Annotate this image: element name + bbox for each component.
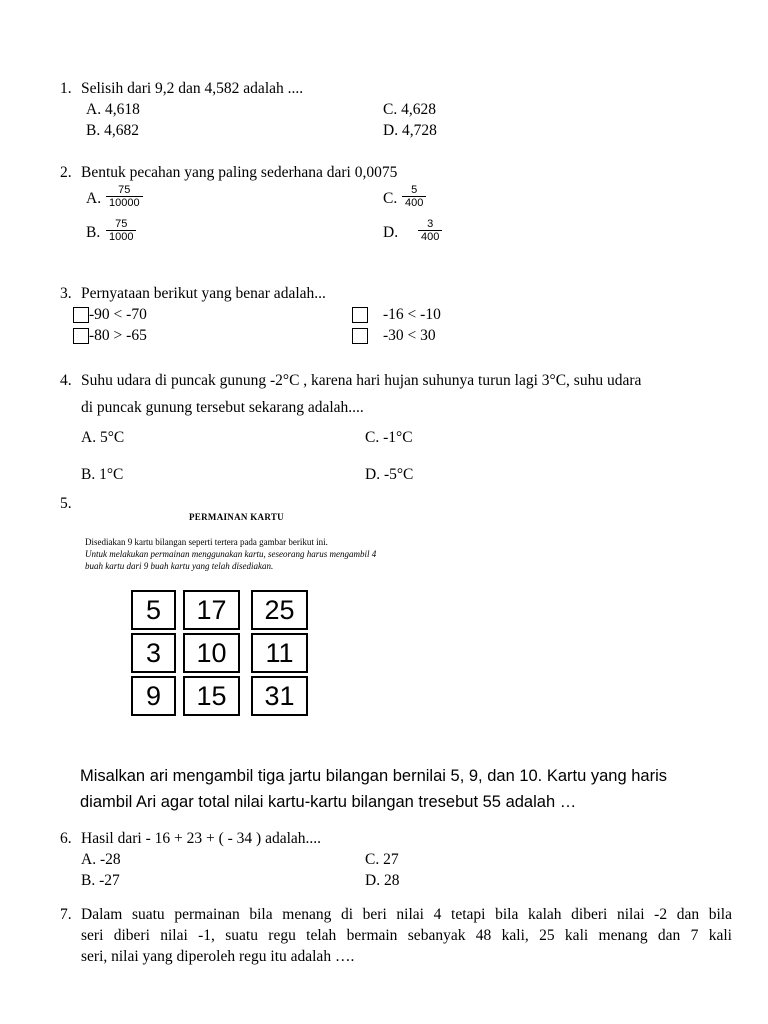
q3-checkbox-2[interactable] [73, 328, 89, 344]
card[interactable] [251, 676, 308, 716]
denominator: 1000 [106, 230, 136, 243]
q3-statement-2: -80 > -65 [89, 327, 147, 344]
card-value: 3 [145, 638, 162, 668]
q4-option-b[interactable]: B. 1°C [81, 466, 124, 483]
q7-number: 7. [60, 906, 72, 923]
q1-option-d[interactable]: D. 4,728 [383, 122, 437, 139]
figure-title: PERMAINAN KARTU [189, 512, 284, 522]
q7-text-line-1: Dalam suatu permainan bila menang di beri nilai 4 tetapi bila kalah diberi nilai -2 dan bila [81, 906, 732, 923]
q3-number: 3. [60, 285, 72, 302]
q2-option-d-label[interactable]: D. [383, 224, 399, 241]
card[interactable] [131, 676, 176, 716]
q3-statement-3: -16 < -10 [383, 306, 441, 323]
card-value: 15 [196, 681, 227, 711]
q2-option-c-fraction[interactable] [402, 184, 426, 209]
q1-number: 1. [60, 80, 72, 97]
q2-option-d-fraction[interactable] [418, 218, 442, 243]
q2-option-b-label[interactable]: B. [86, 224, 101, 241]
q4-text-line-2: di puncak gunung tersebut sekarang adalah.... [81, 399, 364, 416]
q6-option-a[interactable]: A. -28 [81, 851, 121, 868]
card-value: 9 [145, 681, 162, 711]
card-value: 5 [145, 595, 162, 625]
q3-statement-4: -30 < 30 [383, 327, 436, 344]
q7-text-line-3: seri, nilai yang diperoleh regu itu adalah …. [81, 948, 355, 965]
q4-option-a[interactable]: A. 5°C [81, 429, 125, 446]
card-value: 11 [265, 638, 294, 668]
q6-number: 6. [60, 830, 72, 847]
denominator: 400 [418, 230, 442, 243]
q4-option-d[interactable]: D. -5°C [365, 466, 414, 483]
q4-option-c[interactable]: C. -1°C [365, 429, 413, 446]
q3-checkbox-1[interactable] [73, 307, 89, 323]
q7-text-line-2: seri diberi nilai -1, suatu regu telah bermain sebanyak 48 kali, 25 kali menang dan 7 kali [81, 927, 732, 944]
numerator: 3 [427, 218, 434, 230]
figure-line-2: Untuk melakukan permainan menggunakan kartu, seseorang harus mengambil 4 [85, 549, 377, 559]
q1-option-c[interactable]: C. 4,628 [383, 101, 436, 118]
q1-text: Selisih dari 9,2 dan 4,582 adalah .... [81, 80, 304, 97]
q1-option-b[interactable]: B. 4,682 [86, 122, 139, 139]
q5-text-line-2: diambil Ari agar total nilai kartu-kartu bilangan tresebut 55 adalah … [80, 793, 577, 811]
figure-line-1: Disediakan 9 kartu bilangan seperti tertera pada gambar berikut ini. [85, 537, 328, 547]
q6-option-b[interactable]: B. -27 [81, 872, 120, 889]
q2-option-a-label[interactable]: A. [86, 190, 102, 207]
q6-option-d[interactable]: D. 28 [365, 872, 400, 889]
q3-checkbox-3[interactable] [352, 307, 368, 323]
card[interactable] [183, 590, 240, 630]
card[interactable] [251, 633, 308, 673]
q2-option-b-fraction[interactable] [106, 218, 136, 243]
q2-text: Bentuk pecahan yang paling sederhana dari 0,0075 [81, 164, 398, 181]
card-value: 31 [264, 681, 295, 711]
q6-text: Hasil dari - 16 + 23 + ( - 34 ) adalah.... [81, 830, 322, 847]
numerator: 75 [118, 184, 131, 196]
q2-option-a-fraction[interactable] [106, 184, 143, 209]
numerator: 75 [115, 218, 128, 230]
card[interactable] [183, 633, 240, 673]
q4-number: 4. [60, 372, 72, 389]
card[interactable] [131, 633, 176, 673]
card[interactable] [131, 590, 176, 630]
figure-line-3: buah kartu dari 9 buah kartu yang telah disediakan. [85, 561, 274, 571]
card[interactable] [251, 590, 308, 630]
card-value: 25 [264, 595, 295, 625]
q3-statement-1: -90 < -70 [89, 306, 147, 323]
q3-text: Pernyataan berikut yang benar adalah... [81, 285, 326, 302]
card[interactable] [183, 676, 240, 716]
denominator: 10000 [106, 196, 143, 209]
q2-number: 2. [60, 164, 72, 181]
q3-checkbox-4[interactable] [352, 328, 368, 344]
q5-text-line-1: Misalkan ari mengambil tiga jartu bilangan bernilai 5, 9, dan 10. Kartu yang haris [80, 767, 667, 785]
q5-number: 5. [60, 495, 72, 512]
denominator: 400 [402, 196, 426, 209]
q2-option-c-label[interactable]: C. [383, 190, 398, 207]
q1-option-a[interactable]: A. 4,618 [86, 101, 140, 118]
q4-text-line-1: Suhu udara di puncak gunung -2°C , karena hari hujan suhunya turun lagi 3°C, suhu udara [81, 372, 642, 389]
card-value: 10 [196, 638, 227, 668]
card-value: 17 [196, 595, 227, 625]
numerator: 5 [411, 184, 418, 196]
q6-option-c[interactable]: C. 27 [365, 851, 399, 868]
